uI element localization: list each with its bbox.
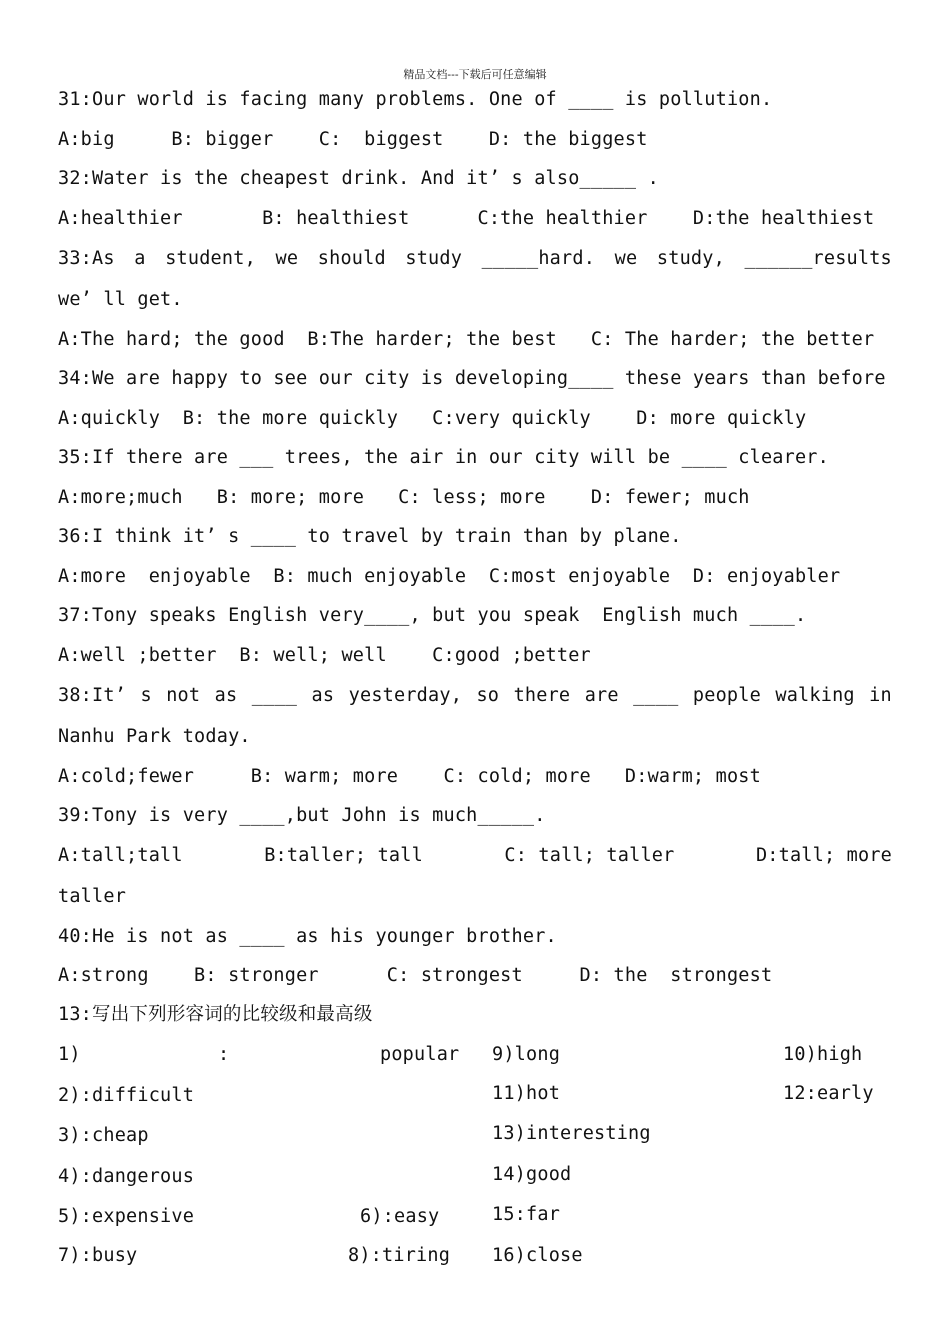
question-31: 31:Our world is facing many problems. One of ____ is pollution. bbox=[58, 89, 773, 110]
item-5: 5):expensive bbox=[58, 1206, 195, 1227]
question-38-line-1 bbox=[58, 684, 892, 708]
word: we bbox=[275, 248, 299, 269]
item-4: 4):dangerous bbox=[58, 1166, 195, 1187]
question-34-options: A:quickly B: the more quickly C:very quickly D: more quickly bbox=[58, 408, 807, 429]
word: as bbox=[311, 685, 335, 706]
word: study bbox=[405, 248, 463, 269]
section-13-title: 13:写出下列形容词的比较级和最高级 bbox=[58, 1004, 373, 1025]
item-10: 10)high bbox=[783, 1044, 863, 1065]
word: 38:It’ bbox=[58, 685, 127, 706]
word: should bbox=[317, 248, 386, 269]
item-8: 8):tiring bbox=[348, 1245, 451, 1266]
page-header: 精品文档---下载后可任意编辑 bbox=[403, 68, 547, 81]
question-39: 39:Tony is very ____,but John is much_____. bbox=[58, 805, 546, 826]
word: as bbox=[214, 685, 238, 706]
word: we bbox=[614, 248, 638, 269]
word: walking bbox=[775, 685, 855, 706]
word: not bbox=[166, 685, 201, 706]
option-d: D:tall; more bbox=[755, 845, 892, 866]
option-b: B:taller; tall bbox=[264, 845, 423, 866]
question-39-options-line-1 bbox=[58, 844, 892, 868]
word: ____ bbox=[633, 685, 679, 706]
word: are bbox=[584, 685, 619, 706]
word: people bbox=[692, 685, 761, 706]
word: study, bbox=[656, 248, 725, 269]
item-1-colon: : bbox=[218, 1044, 230, 1065]
word: so bbox=[476, 685, 500, 706]
question-38-line-2: Nanhu Park today. bbox=[58, 726, 251, 747]
question-36: 36:I think it’ s ____ to travel by train than by plane. bbox=[58, 526, 682, 547]
question-33-line-2: we’ ll get. bbox=[58, 289, 183, 310]
item-13: 13)interesting bbox=[492, 1123, 651, 1144]
word: 33:As bbox=[58, 248, 115, 269]
question-33-options: A:The hard; the good B:The harder; the best C: The harder; the better bbox=[58, 329, 875, 350]
question-32-options: A:healthier B: healthiest C:the healthier D:the healthiest bbox=[58, 208, 875, 229]
question-37: 37:Tony speaks English very____, but you speak English much ____. bbox=[58, 605, 807, 626]
word: s bbox=[140, 685, 152, 706]
item-15: 15:far bbox=[492, 1204, 561, 1225]
word: student, bbox=[165, 248, 256, 269]
item-11: 11)hot bbox=[492, 1083, 561, 1104]
word: ______results bbox=[744, 248, 892, 269]
item-3: 3):cheap bbox=[58, 1125, 149, 1146]
word: _____hard. bbox=[481, 248, 596, 269]
question-32: 32:Water is the cheapest drink. And it’ s also_____ . bbox=[58, 168, 659, 189]
item-1: 1) bbox=[58, 1044, 81, 1065]
word: a bbox=[134, 248, 146, 269]
question-35-options: A:more;much B: more; more C: less; more D: fewer; much bbox=[58, 487, 750, 508]
word: there bbox=[513, 685, 571, 706]
item-6: 6):easy bbox=[360, 1206, 440, 1227]
question-39-options-line-2: taller bbox=[58, 886, 127, 907]
question-33-line-1 bbox=[58, 247, 892, 271]
word: in bbox=[869, 685, 892, 706]
option-c: C: tall; taller bbox=[504, 845, 675, 866]
question-31-options: A:big B: bigger C: biggest D: the biggest bbox=[58, 129, 648, 150]
item-9: 9)long bbox=[492, 1044, 561, 1065]
question-40-options: A:strong B: stronger C: strongest D: the strongest bbox=[58, 965, 773, 986]
word: yesterday, bbox=[348, 685, 463, 706]
item-1-word: popular bbox=[380, 1044, 460, 1065]
item-14: 14)good bbox=[492, 1164, 572, 1185]
item-12: 12:early bbox=[783, 1083, 874, 1104]
option-a: A:tall;tall bbox=[58, 845, 183, 866]
word: ____ bbox=[251, 685, 298, 706]
question-35: 35:If there are ___ trees, the air in our city will be ____ clearer. bbox=[58, 447, 829, 468]
item-7: 7):busy bbox=[58, 1245, 138, 1266]
item-2: 2):difficult bbox=[58, 1085, 195, 1106]
question-36-options: A:more enjoyable B: much enjoyable C:most enjoyable D: enjoyabler bbox=[58, 566, 841, 587]
question-34: 34:We are happy to see our city is developing____ these years than before bbox=[58, 368, 886, 389]
item-16: 16)close bbox=[492, 1245, 583, 1266]
question-37-options: A:well ;better B: well; well C:good ;better bbox=[58, 645, 591, 666]
question-40: 40:He is not as ____ as his younger brother. bbox=[58, 926, 557, 947]
question-38-options: A:cold;fewer B: warm; more C: cold; more D:warm; most bbox=[58, 766, 761, 787]
